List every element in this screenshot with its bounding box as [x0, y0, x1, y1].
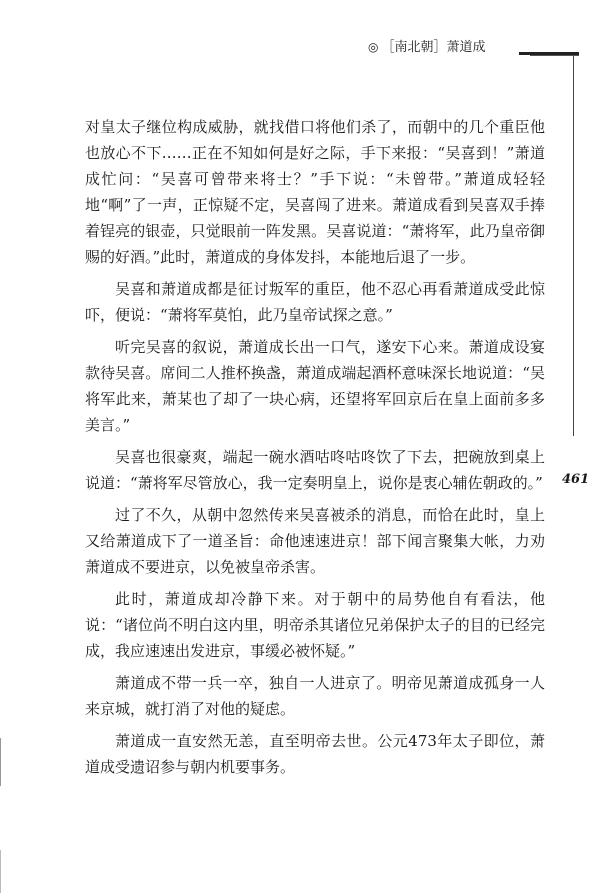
paragraph: 此时，萧道成却冷静下来。对于朝中的局势他自有看法，他说：“诸位尚不明白这内里，明帝杀其诸位兄弟保护太子的目的已经完成，我应速速出发进京，事缓必被怀疑。”: [85, 590, 545, 660]
paragraph: 萧道成一直安然无恙，直至明帝去世。公元473年太子即位，萧道成受遗诏参与朝内机要事务。: [85, 732, 545, 776]
margin-rule: [573, 56, 574, 436]
header-rule-underline: [530, 55, 579, 56]
scan-edge-mark: [0, 850, 1, 893]
paragraph: 吴喜和萧道成都是征讨叛军的重臣，他不忍心再看萧道成受此惊吓，便说：“萧将军莫怕，此乃皇帝试探之意。”: [85, 280, 545, 324]
paragraph: 萧道成不带一兵一卒，独自一人进京了。明帝见萧道成孤身一人来京城，就打消了对他的疑虑。: [85, 674, 545, 718]
header-title: ［南北朝］萧道成: [381, 40, 486, 55]
running-header: [368, 38, 486, 57]
paragraph: 听完吴喜的叙说，萧道成长出一口气，遂安下心来。萧道成设宴款待吴喜。席间二人推杯换盏，萧道成端起酒杯意味深长地说道：“吴将军此来，萧某也了却了一块心病，还望将军回京后在皇上面前多多美言。”: [85, 338, 545, 434]
scan-edge-mark: [0, 738, 1, 786]
paragraph: 吴喜也很豪爽，端起一碗水酒咕咚咕咚饮了下去，把碗放到桌上说道：“萧将军尽管放心，我一定奏明皇上，说你是衷心辅佐朝政的。”: [85, 448, 545, 492]
circle-mark-icon: ◎: [368, 40, 379, 54]
paragraph: 对皇太子继位构成威胁，就找借口将他们杀了，而朝中的几个重臣他也放心不下……正在不知如何是好之际，手下来报：“吴喜到！”萧道成忙问：“吴喜可曾带来将士？”手下说：“未曾带。”萧道成轻轻地“啊”了一声，正惊疑不定，吴喜闯了进来。萧道成看到吴喜双手捧着锃亮的银壶，只觉眼前一阵发黑。吴喜说道：“萧将军，此乃皇帝御赐的好酒。”此时，萧道成的身体发抖，本能地后退了一步。: [85, 118, 545, 266]
paragraph: 过了不久，从朝中忽然传来吴喜被杀的消息，而恰在此时，皇上又给萧道成下了一道圣旨：命他速速进京！部下闻言聚集大帐，力劝萧道成不要进京，以免被皇帝杀害。: [85, 506, 545, 576]
page-number: 461: [562, 472, 590, 487]
body-text: [85, 114, 545, 786]
